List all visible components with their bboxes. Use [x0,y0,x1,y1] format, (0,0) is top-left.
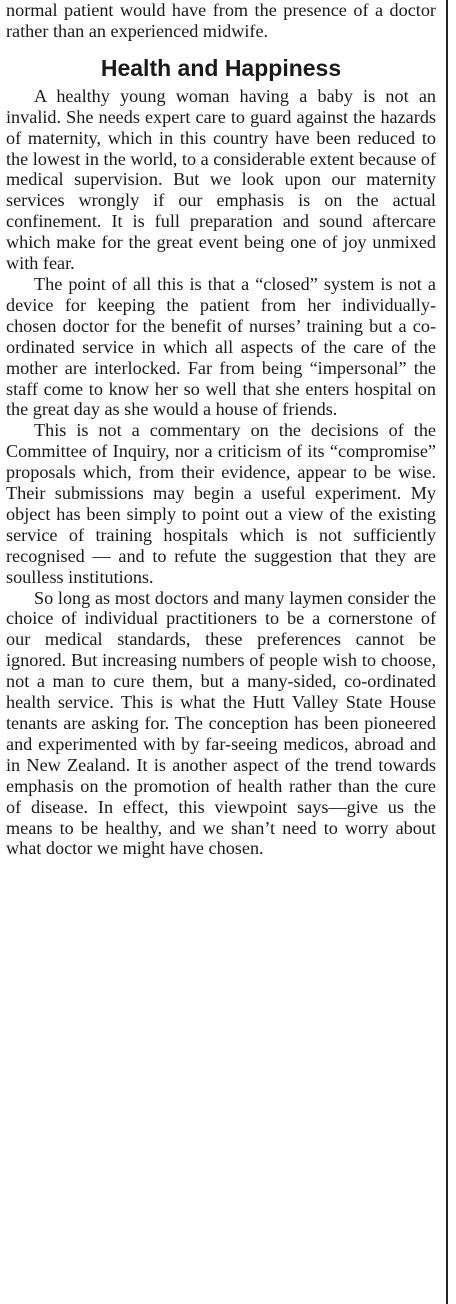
column-rule [446,0,448,1304]
paragraph-2: The point of all this is that a “closed” system is not a device for keeping the patient from her individually-chosen doctor for the benefit of nurses’ training but a co-ordinated service in which all aspects of the care of the mother are interlocked. Far from being “impersonal” the staff come to know her so well that she enters hospital on the great day as she would a house of friends. [6,273,436,420]
article-column [6,0,436,859]
intro-paragraph: normal patient would have from the presence of a doctor rather than an experienced midwife. [6,0,436,41]
section-heading: Health and Happiness [100,54,342,81]
paragraph-4: So long as most doctors and many laymen consider the choice of individual practitioners to be a cornerstone of our medical standards, these preferences cannot be ignored. But increasing numbers of people wish to choose, not a man to cure them, but a many-sided, co-ordinated health service. This is what the Hutt Valley State House tenants are asking for. The conception has been pioneered and experimented with by far-seeing medicos, abroad and in New Zealand. It is another aspect of the trend towards emphasis on the promotion of health rather than the cure of disease. In effect, this viewpoint says—give us the means to be healthy, and we shan’t need to worry about what doctor we might have chosen. [6,587,436,859]
paragraph-1: A healthy young woman having a baby is not an invalid. She needs expert care to guard against the hazards of maternity, which in this country have been reduced to the lowest in the world, to a considerable extent because of medical supervision. But we look upon our maternity services wrongly if our emphasis is on the actual confinement. It is full preparation and sound aftercare which make for the great event being one of joy unmixed with fear. [6,85,436,274]
paragraph-3: This is not a commentary on the decisions of the Committee of Inquiry, nor a criticism of its “compromise” proposals which, from their evidence, appear to be wise. Their submissions may begin a useful experiment. My object has been simply to point out a view of the existing service of training hospitals which is not sufficiently recognised — and to refute the suggestion that they are soulless institutions. [6,420,436,587]
